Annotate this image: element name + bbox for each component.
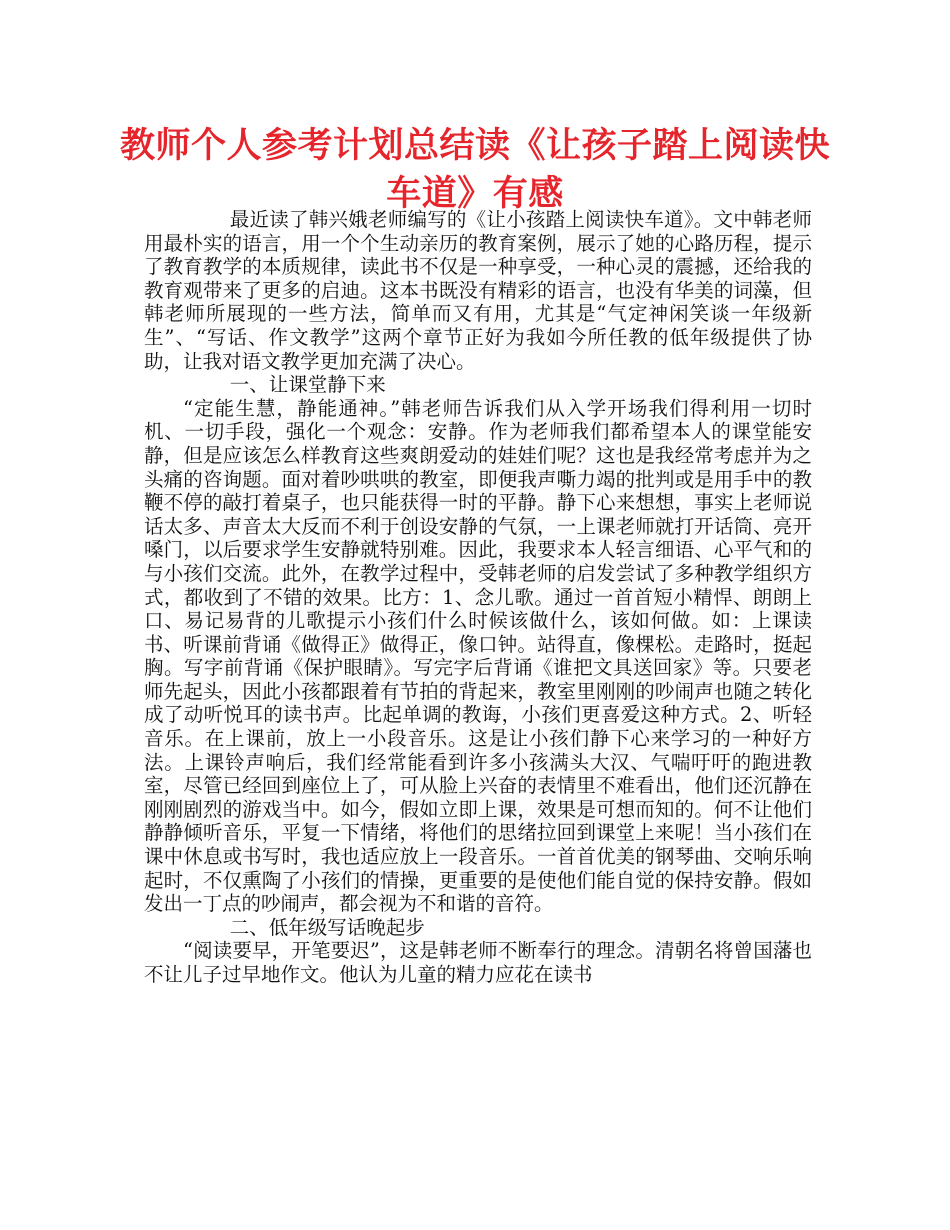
paragraph-section-2: “阅读要早，开笔要迟”，这是韩老师不断奉行的理念。清朝名将曾国藩也不让儿子过早地作文。他认为儿童的精力应花在读书 [144, 939, 812, 986]
paragraph-intro: 最近读了韩兴娥老师编写的《让小孩踏上阅读快车道》。文中韩老师用最朴实的语言，用一个个生动亲历的教育案例，展示了她的心路历程，提示了教育教学的本质规律，读此书不仅是一种享受，一种心灵的震撼，还给我的教育观带来了更多的启迪。这本书既没有精彩的语言，也没有华美的词藻，但韩老师所展现的一些方法，简单而又有用，尤其是“气定神闲笑谈一年级新生”、“写话、作文教学”这两个章节正好为我如今所任教的低年级提供了协助，让我对语文教学更加充满了决心。 [144, 208, 812, 373]
document-title: 教师个人参考计划总结读《让孩子踏上阅读快车道》有感 [120, 126, 831, 214]
section-heading-2: 二、低年级写话晚起步 [229, 915, 425, 939]
section-heading-1: 一、让课堂静下来 [229, 373, 386, 397]
paragraph-section-1: “定能生慧，静能通神。”韩老师告诉我们从入学开场我们得利用一切时机、一切手段，强化一个观念：安静。作为老师我们都希望本人的课堂能安静，但是应该怎么样教育这些爽朗爱动的娃娃们呢？这也是我经常考虑并为之头痛的咨询题。面对着吵哄哄的教室，即便我声嘶力竭的批判或是用手中的教鞭不停的敲打着桌子，也只能获得一时的平静。静下心来想想，事实上老师说话太多、声音太大反而不利于创设安静的气氛，一上课老师就打开话筒、亮开嗓门，以后要求学生安静就特别难。因此，我要求本人轻言细语、心平气和的与小孩们交流。此外，在教学过程中，受韩老师的启发尝试了多种教学组织方式，都收到了不错的效果。比方：1、念儿歌。通过一首首短小精悍、朗朗上口、易记易背的儿歌提示小孩们什么时候该做什么，该如何做。如：上课读书、听课前背诵《做得正》做得正，像口钟。站得直，像棵松。走路时，挺起胸。写字前背诵《保护眼睛》。写完字后背诵《谁把文具送回家》等。只要老师先起头，因此小孩都跟着有节拍的背起来，教室里刚刚的吵闹声也随之转化成了动听悦耳的读书声。比起单调的教诲，小孩们更喜爱这种方式。2、听轻音乐。在上课前，放上一小段音乐。这是让小孩们静下心来学习的一种好方法。上课铃声响后，我们经常能看到许多小孩满头大汉、气喘吁吁的跑进教室，尽管已经回到座位上了，可从脸上兴奋的表情里不难看出，他们还沉静在刚刚剧烈的游戏当中。如今，假如立即上课，效果是可想而知的。何不让他们静静倾听音乐，平复一下情绪，将他们的思绪拉回到课堂上来呢！当小孩们在课中休息或书写时，我也适应放上一段音乐。一首首优美的钢琴曲、交响乐响起时，不仅熏陶了小孩们的情操，更重要的是使他们能自觉的保持安静。假如发出一丁点的吵闹声，都会视为不和谐的音符。 [144, 396, 812, 916]
document-body [144, 208, 812, 987]
